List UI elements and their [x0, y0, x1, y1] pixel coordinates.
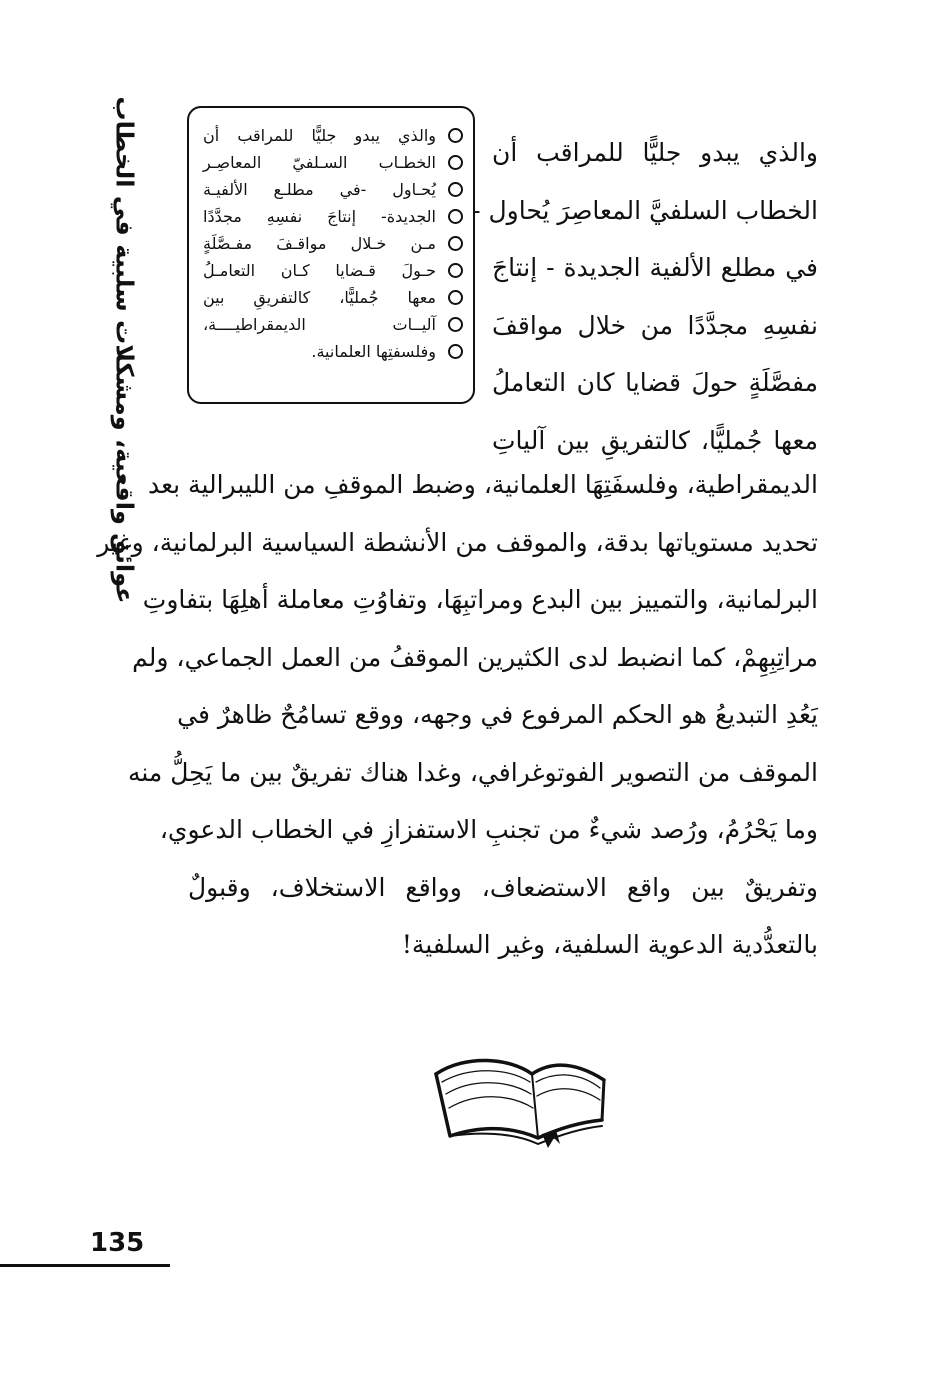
body-paragraph-narrow — [472, 124, 818, 469]
bullet-circle-icon — [448, 236, 463, 251]
bullet-circle-icon — [448, 344, 463, 359]
body-line: وتفريقٌ بين واقع الاستضعاف، وواقع الاستخلاف، وقبولٌ — [188, 872, 818, 902]
body-line: الخطاب السلفيَّ المعاصِرَ يُحاول - — [472, 195, 818, 225]
pull-quote-line — [203, 122, 463, 149]
pull-quote-line — [203, 338, 463, 365]
running-header-text: عوائق واقعية، ومشكلات سلبية في الخطاب — [111, 96, 140, 604]
bullet-circle-icon — [448, 155, 463, 170]
pull-quote-text: والذي يبدو جليًّا للمراقب أن — [203, 126, 436, 145]
pull-quote-text: معها جُمليًّا، كالتفريقِ بين — [203, 288, 436, 307]
body-line: تحديد مستوياتها بدقة، والموقف من الأنشطة السياسية البرلمانية، وغير — [97, 527, 818, 557]
pull-quote-line — [203, 284, 463, 311]
pull-quote-text: وفلسفتِها العلمانية. — [311, 342, 436, 361]
pull-quote-text: مـن خـلال مواقـفَ مفـصَّلَةٍ — [203, 234, 436, 253]
pull-quote-text: يُحـاول -في مطلـع الألفيـة — [203, 180, 436, 199]
pull-quote-text: آليــات الديمقراطيــــة، — [203, 315, 436, 334]
body-line: الموقف من التصوير الفوتوغرافي، وغدا هناك تفريقٌ بين ما يَحِلُّ منه — [127, 757, 818, 787]
bullet-circle-icon — [448, 182, 463, 197]
pull-quote-line — [203, 230, 463, 257]
pull-quote-line — [203, 149, 463, 176]
bullet-circle-icon — [448, 263, 463, 278]
body-line: بالتعدُّدية الدعوية السلفية، وغير السلفية! — [401, 930, 818, 959]
body-line: مفصَّلَةٍ حولَ قضايا كان التعاملُ — [492, 368, 818, 397]
pull-quote-text: حـولَ قـضايا كـان التعامـلُ — [203, 261, 436, 280]
bullet-circle-icon — [448, 209, 463, 224]
pull-quote-text: الجديدة- إنتاجَ نفسِهِ مجدَّدًا — [203, 207, 436, 226]
pull-quote-text: الخطـاب السـلفيّ المعاصِـر — [203, 153, 436, 172]
body-line: يَعُدِ التبديعُ هو الحكم المرفوع في وجهه، ووقع تسامُحٌ ظاهرٌ في — [177, 700, 818, 729]
body-line: الديمقراطية، وفلسفَتِهَا العلمانية، وضبط الموقفِ من الليبرالية بعد — [147, 470, 818, 499]
body-line: في مطلع الألفية الجديدة - إنتاجَ — [492, 253, 818, 282]
pull-quote-box — [187, 106, 475, 404]
pull-quote-line — [203, 257, 463, 284]
page-number: 135 — [90, 1228, 145, 1258]
pull-quote-line — [203, 176, 463, 203]
body-line: البرلمانية، والتمييز بين البدع ومراتبِهَا، وتفاوُتِ معاملة أهلِهَا بتفاوتِ — [142, 585, 818, 614]
open-book-icon — [432, 1040, 610, 1148]
bullet-circle-icon — [448, 317, 463, 332]
page-number-rule — [0, 1264, 170, 1267]
body-line: نفسِهِ مجدَّدًا من خلال مواقفَ — [492, 310, 818, 340]
body-paragraph-wide — [97, 456, 818, 974]
pull-quote-line — [203, 203, 463, 230]
bullet-circle-icon — [448, 128, 463, 143]
body-line: وما يَحْرُمُ، ورُصد شيءٌ من تجنبِ الاستفزازِ في الخطاب الدعوي، — [159, 815, 818, 844]
body-line: والذي يبدو جليًّا للمراقب أن — [492, 138, 818, 167]
body-line: معها جُمليًّا، كالتفريقِ بين آلياتِ — [492, 425, 818, 455]
body-line: مراتِبِهِمْ، كما انضبط لدى الكثيرين الموقفُ من العمل الجماعي، ولم — [132, 642, 818, 672]
bullet-circle-icon — [448, 290, 463, 305]
pull-quote-line — [203, 311, 463, 338]
